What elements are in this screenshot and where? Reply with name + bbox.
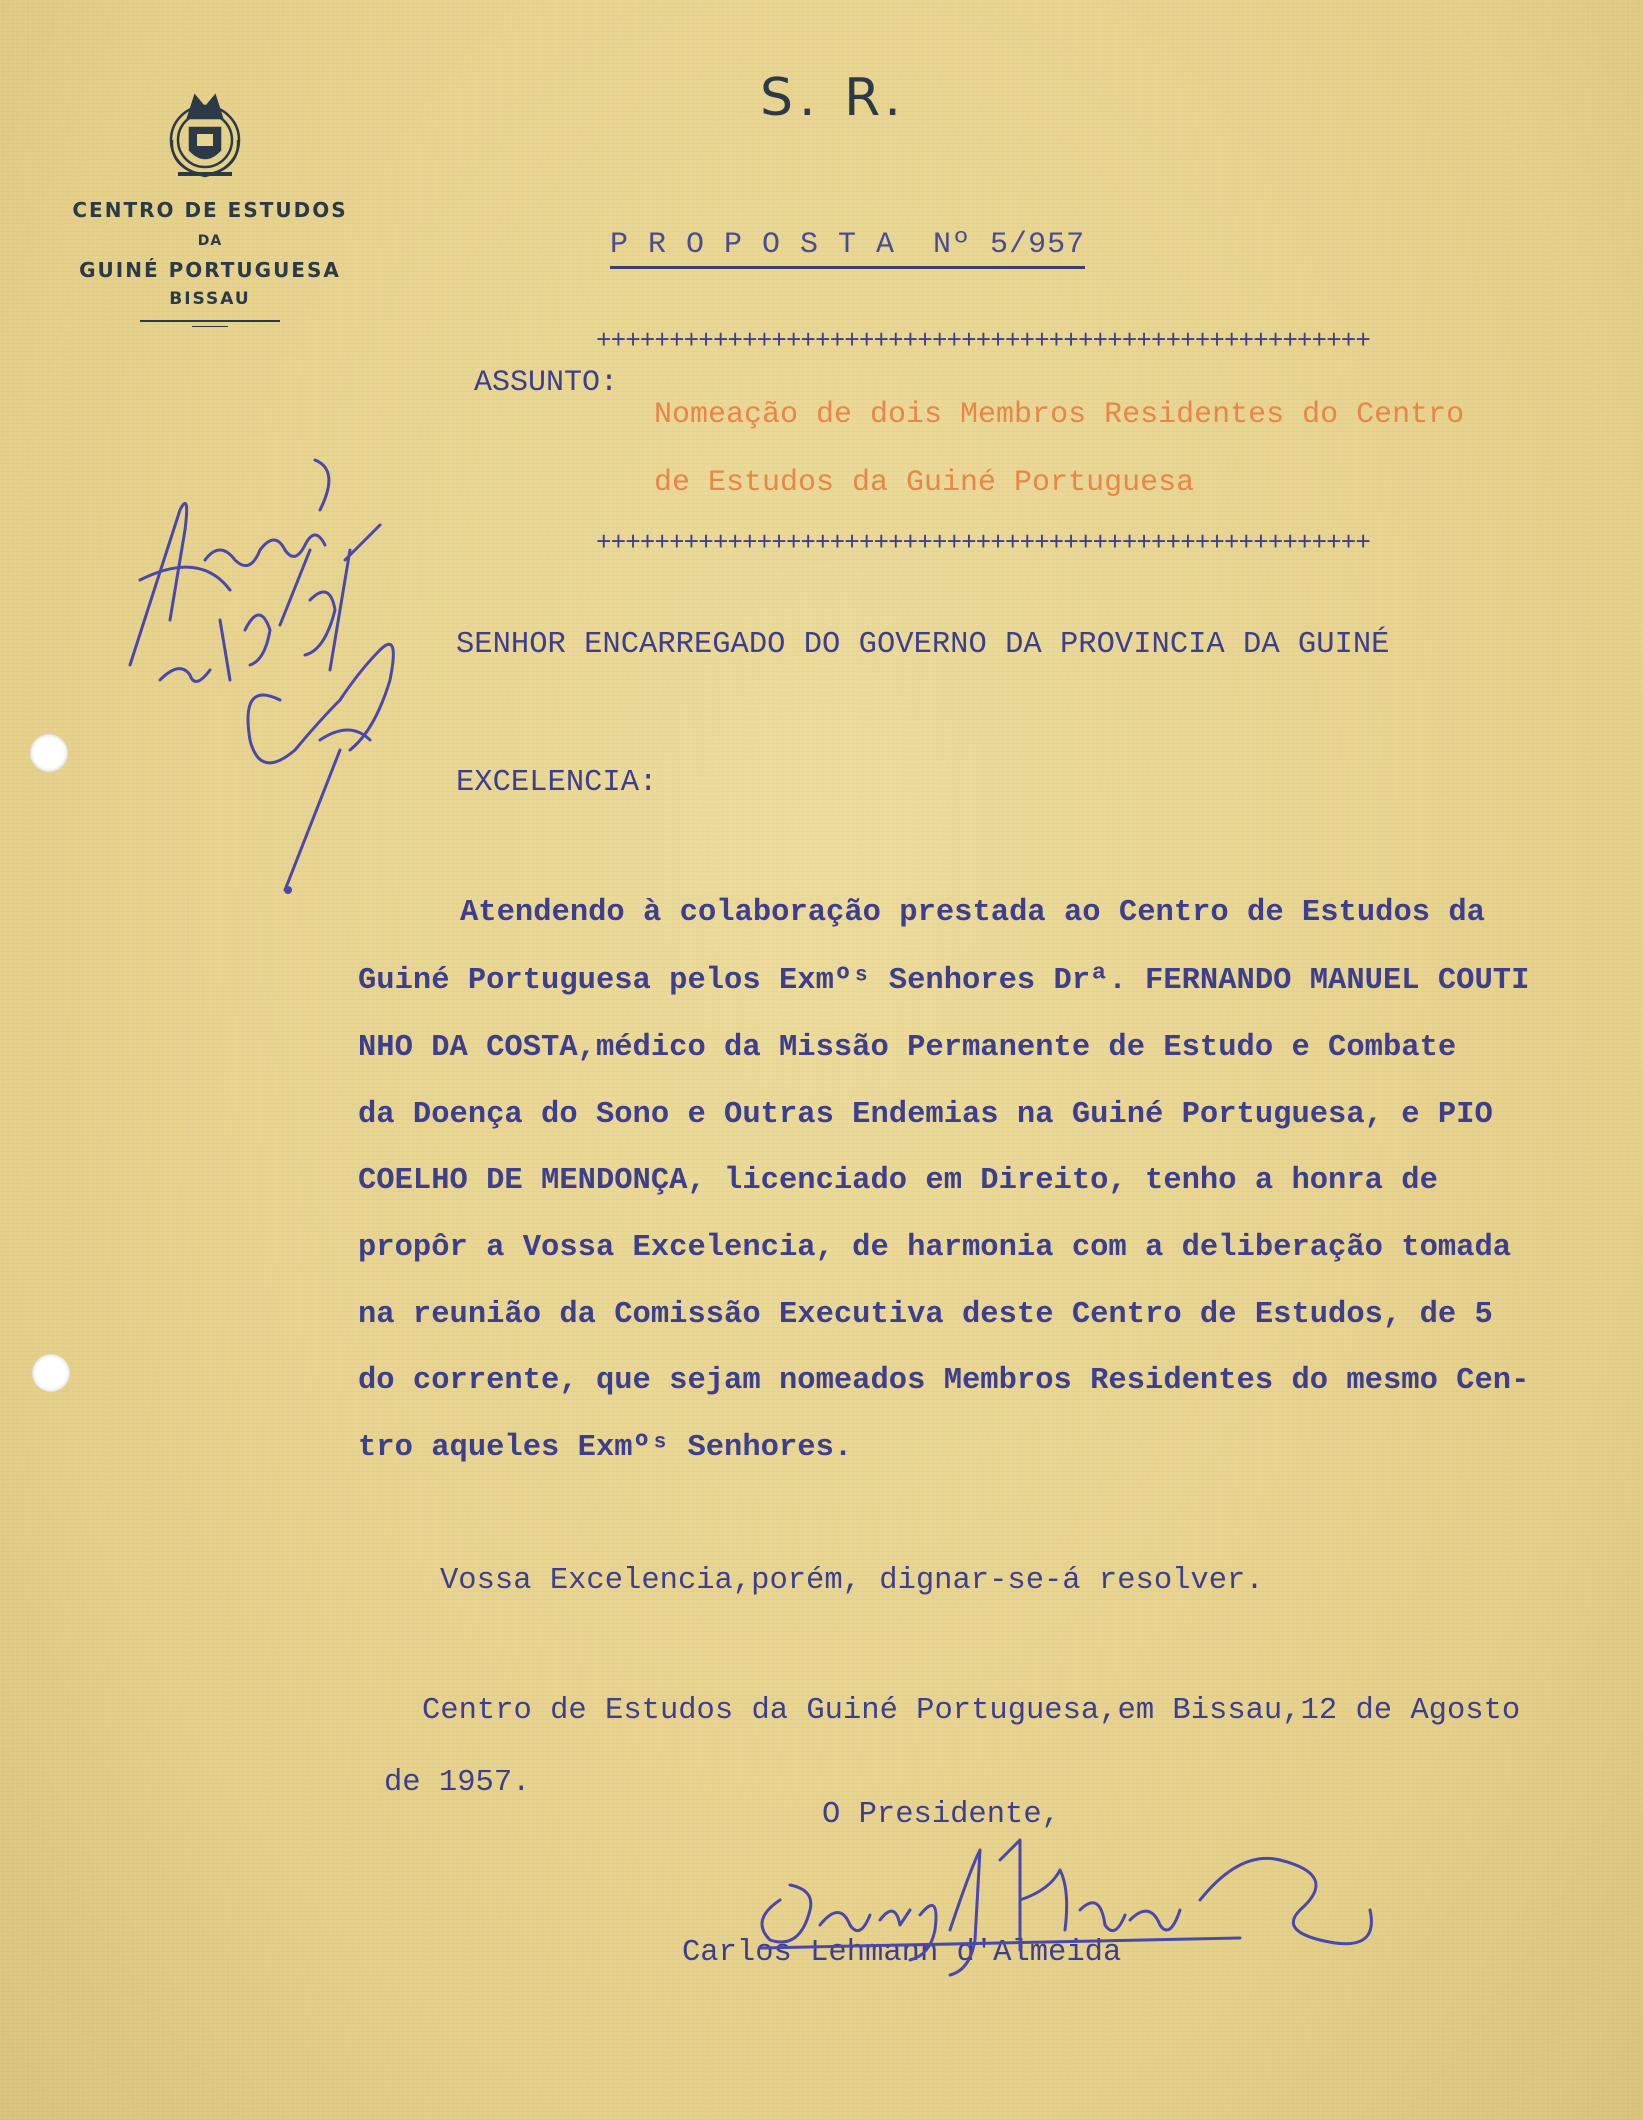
body-line-8: do corrente, que sejam nomeados Membros Residentes do mesmo Cen- <box>358 1364 1530 1398</box>
handwritten-approval-note <box>110 450 430 910</box>
body-line-7: na reunião da Comissão Executiva deste Centro de Estudos, de 5 <box>358 1298 1493 1332</box>
assunto-line-2: de Estudos da Guiné Portuguesa <box>654 466 1195 500</box>
place-date-line-2: de 1957. <box>384 1766 531 1800</box>
letterhead-line-3: GUINÉ PORTUGUESA <box>79 258 341 282</box>
signature-title: O Presidente, <box>822 1798 1060 1832</box>
place-date-line-1: Centro de Estudos da Guiné Portuguesa,em Bissau,12 de Agosto <box>422 1694 1521 1728</box>
assunto-line-1: Nomeação de dois Membros Residentes do Centro <box>654 398 1465 432</box>
separator-plus-top: +++++++++++++++++++++++++++++++++++++++++++++++++++++ <box>596 326 1370 356</box>
closing-line: Vossa Excelencia,porém, dignar-se-á resolver. <box>440 1564 1264 1598</box>
letterhead-line-4: BISSAU <box>169 289 251 309</box>
body-line-3: NHO DA COSTA,médico da Missão Permanente de Estudo e Combate <box>358 1031 1457 1065</box>
addressee: SENHOR ENCARREGADO DO GOVERNO DA PROVINCIA DA GUINÉ <box>456 628 1390 662</box>
proposta-title: P R O P O S T A Nº 5/957 <box>610 228 1085 269</box>
coat-of-arms-icon <box>150 78 260 188</box>
assunto-label: ASSUNTO: <box>474 366 619 400</box>
letterhead-line-1: CENTRO DE ESTUDOS <box>72 198 348 222</box>
handwritten-signature <box>720 1830 1480 1980</box>
letterhead-rule-small <box>192 326 228 327</box>
body-line-9: tro aqueles Exmºˢ Senhores. <box>358 1431 853 1465</box>
body-line-1: Atendendo à colaboração prestada ao Centro de Estudos da <box>460 896 1485 930</box>
sr-heading: S. R. <box>760 68 907 128</box>
body-line-6: propôr a Vossa Excelencia, de harmonia com a deliberação tomada <box>358 1231 1512 1265</box>
salutation: EXCELENCIA: <box>456 766 658 800</box>
body-line-5: COELHO DE MENDONÇA, licenciado em Direito, tenho a honra de <box>358 1164 1438 1198</box>
signatory-name: Carlos Lehmann d'Almeida <box>682 1936 1122 1970</box>
punch-hole-top <box>30 734 68 772</box>
body-line-4: da Doença do Sono e Outras Endemias na Guiné Portuguesa, e PIO <box>358 1098 1493 1132</box>
punch-hole-bottom <box>32 1354 70 1392</box>
letterhead-rule <box>140 320 280 322</box>
letterhead-line-2: DA <box>197 233 223 249</box>
separator-plus-bottom: +++++++++++++++++++++++++++++++++++++++++++++++++++++ <box>596 528 1370 558</box>
body-line-2: Guiné Portuguesa pelos Exmºˢ Senhores Drª. FERNANDO MANUEL COUTI <box>358 964 1530 998</box>
